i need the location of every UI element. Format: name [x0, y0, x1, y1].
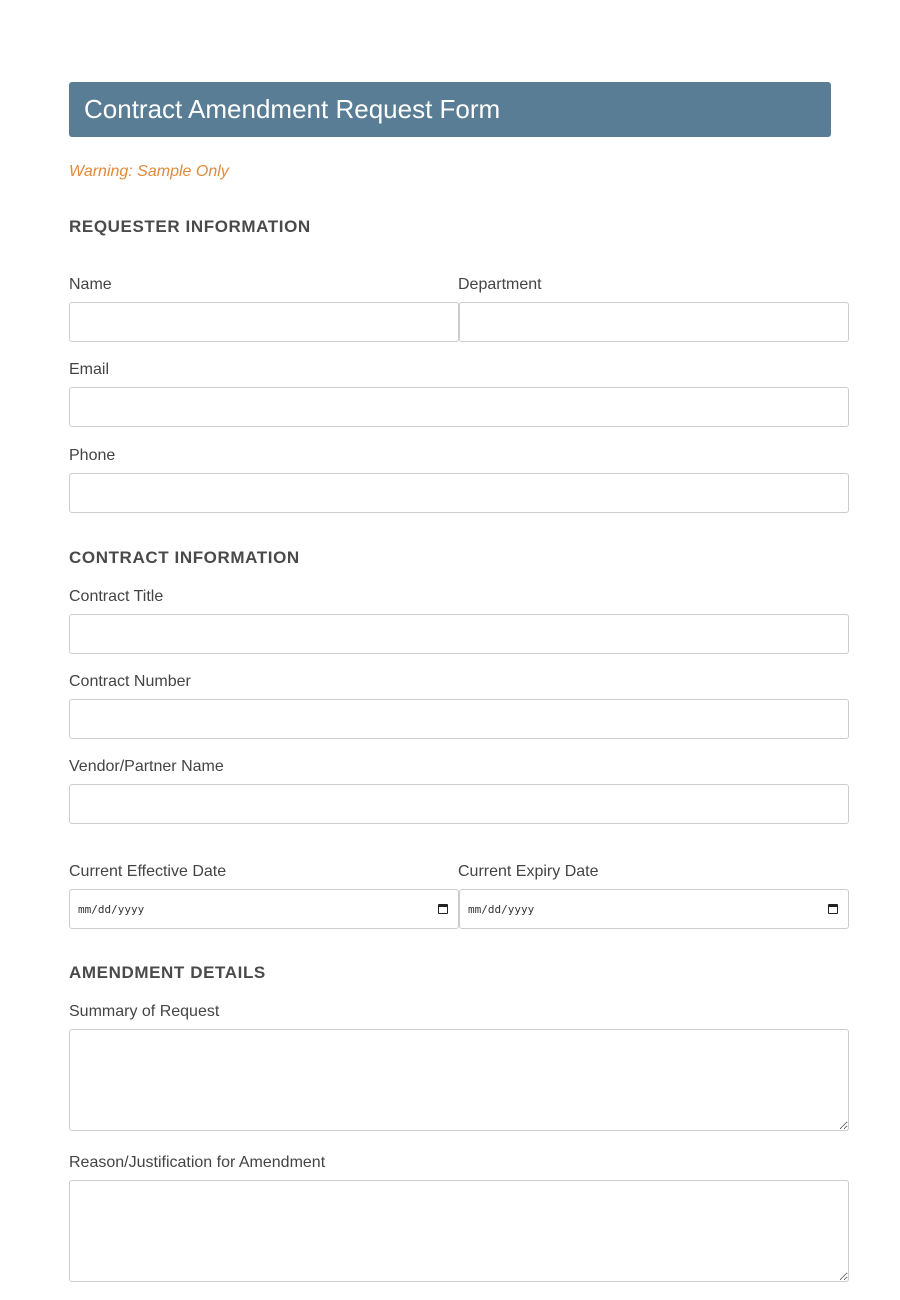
name-label: Name: [69, 276, 112, 293]
vendor-name-input[interactable]: [69, 784, 849, 824]
contract-number-input[interactable]: [69, 699, 849, 739]
phone-input[interactable]: [69, 473, 849, 513]
contract-number-label: Contract Number: [69, 673, 191, 690]
phone-label: Phone: [69, 447, 116, 464]
department-input[interactable]: [459, 302, 849, 342]
calendar-icon[interactable]: [438, 904, 448, 914]
reason-label: Reason/Justification for Amendment: [69, 1154, 326, 1171]
email-label: Email: [69, 361, 110, 378]
reason-textarea[interactable]: [69, 1180, 849, 1282]
vendor-name-label: Vendor/Partner Name: [69, 758, 224, 775]
form-title: Contract Amendment Request Form: [84, 94, 501, 124]
name-input[interactable]: [69, 302, 459, 342]
department-label: Department: [458, 276, 542, 293]
expiry-date-placeholder: mm/dd/yyyy: [468, 902, 535, 916]
effective-date-input[interactable]: [69, 889, 459, 929]
section-heading-amendment: AMENDMENT DETAILS: [69, 963, 266, 982]
contract-title-input[interactable]: [69, 614, 849, 654]
warning-text: Warning: Sample Only: [69, 163, 229, 180]
section-heading-requester: REQUESTER INFORMATION: [69, 217, 311, 236]
expiry-date-label: Current Expiry Date: [458, 863, 599, 880]
expiry-date-input[interactable]: [459, 889, 849, 929]
summary-textarea[interactable]: [69, 1029, 849, 1131]
email-input[interactable]: [69, 387, 849, 427]
calendar-icon[interactable]: [828, 904, 838, 914]
section-heading-contract: CONTRACT INFORMATION: [69, 548, 300, 567]
effective-date-placeholder: mm/dd/yyyy: [78, 902, 145, 916]
effective-date-label: Current Effective Date: [69, 863, 227, 880]
form-title-bar: [69, 82, 831, 137]
summary-label: Summary of Request: [69, 1003, 220, 1020]
contract-title-label: Contract Title: [69, 588, 164, 605]
